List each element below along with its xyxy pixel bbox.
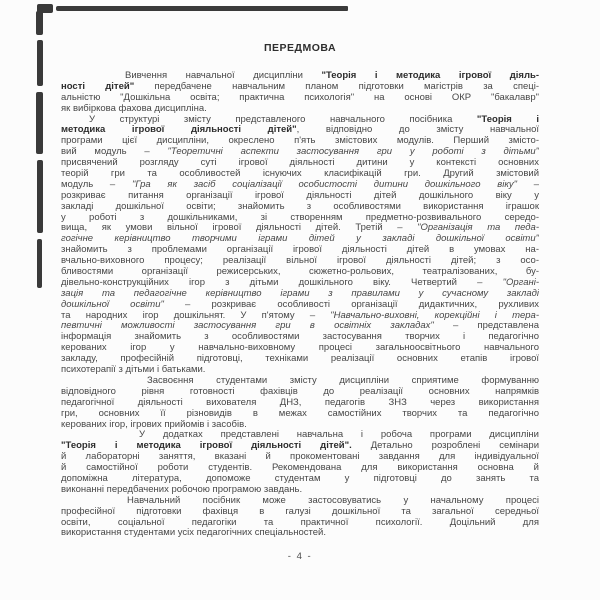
text-run: й самостійної роботи студентів. Рекомендована для використання основна й: [61, 463, 539, 474]
text-line: [61, 496, 539, 507]
text-line: [61, 245, 539, 256]
text-run: професійної підготовки фахівця в галузі дошкільної та загальної середньої: [61, 506, 539, 517]
italic-text-run: "Органі-: [502, 277, 539, 288]
text-line: [61, 223, 539, 234]
bold-text-run: "Теорія і: [476, 114, 539, 125]
text-run: бливостями організації режисерських, сюжетно-рольових, театралізованих, бу-: [61, 267, 539, 278]
paragraph: [61, 115, 539, 376]
text-run: інформація знайомить з особливостями застосування творчих і педагогічно: [61, 332, 539, 343]
text-run: Засвоєння студентами змісту дисципліни сприятиме формуванню: [147, 375, 539, 386]
bold-text-run: методика ігрової діяльності дітей": [61, 125, 297, 136]
text-run: як вибіркова фахова дисципліна.: [61, 103, 207, 114]
scan-mark: [37, 239, 42, 288]
scan-mark: [37, 160, 43, 233]
text-run: у роботі з дошкільниками, зі створенням предметно-розвивального середо-: [61, 212, 539, 223]
text-line: [61, 463, 539, 474]
text-line: [61, 289, 539, 300]
text-line: [61, 115, 539, 126]
text-line: [61, 93, 539, 104]
text-run: закладі дошкільної освіти; знайомить з особливостями використання іграшок: [61, 201, 539, 212]
text-run: , відповідно до змісту навчальної: [296, 125, 539, 136]
text-run: керованих ігор, ігрових прийомів і засобів.: [61, 419, 247, 430]
text-line: [61, 452, 539, 463]
text-run: виконанні передбачених робочою програмою завдань.: [61, 484, 303, 495]
text-line: [61, 71, 539, 82]
text-line: [61, 485, 539, 496]
text-line: [61, 507, 539, 518]
text-line: [61, 180, 539, 191]
scan-mark: [36, 11, 43, 35]
text-run: знайомить з проблемами організації ігрової діяльності дітей в умовах на-: [61, 245, 539, 256]
text-run: та народних ігор дошкільнят. У п'ятому –: [61, 310, 331, 321]
text-run: вчально-виховного процесу; реалізації вільної ігрової діяльності дітей; з осо-: [61, 256, 539, 267]
italic-text-run: "Теоретичні аспекти застосування гри у роботі з дітьми": [167, 147, 539, 158]
text-line: [61, 104, 539, 115]
text-line: [61, 278, 539, 289]
italic-text-run: певтичні можливості застосування гри в освітніх закладах": [61, 321, 434, 332]
page-body: [61, 71, 539, 539]
text-run: вий модуль –: [61, 147, 168, 158]
text-run: й лабораторні заняття, вказані й прокоментовані завдання для індивідуальної: [61, 452, 539, 463]
text-line: [61, 125, 539, 136]
text-line: [61, 474, 539, 485]
text-line: [61, 158, 539, 169]
text-line: [61, 518, 539, 529]
text-line: [61, 256, 539, 267]
text-run: передбачене навчальним планом підготовки магістрів за спеці-: [134, 81, 539, 92]
text-line: [61, 169, 539, 180]
text-line: [61, 82, 539, 93]
text-run: –: [516, 179, 539, 190]
paragraph: [61, 430, 539, 495]
text-line: [61, 409, 539, 420]
text-line: [61, 213, 539, 224]
text-line: [61, 267, 539, 278]
text-run: керованих ігор у навчально-виховному процесі загальноосвітнього навчального: [61, 343, 539, 354]
text-line: [61, 528, 539, 539]
bold-text-run: "Теорія і методика ігрової діяль-: [321, 71, 539, 81]
scan-mark: [56, 6, 348, 11]
text-line: [61, 191, 539, 202]
text-line: [61, 343, 539, 354]
text-run: Детально розроблені семінари: [351, 441, 539, 452]
italic-text-run: "Організація та педа-: [417, 223, 539, 234]
text-run: психотерапії з дітьми і батьками.: [61, 365, 206, 376]
page-title: ПЕРЕДМОВА: [263, 42, 337, 54]
italic-text-run: "Гра як засіб соціалізації особистості дитини дошкільного віку": [131, 179, 517, 190]
bold-text-run: ності дітей": [61, 81, 135, 92]
text-line: [61, 202, 539, 213]
text-run: гри, основних її різновидів в межах самостійних творчих та педагогічно: [61, 408, 539, 419]
text-run: відповідного рівня готовності фахівців до реалізації основних напрямків: [61, 386, 539, 397]
text-line: [61, 354, 539, 365]
text-run: модуль –: [61, 179, 132, 190]
text-run: У структурі змісту представленого навчального посібника: [89, 114, 477, 125]
text-line: [61, 234, 539, 245]
text-run: програми цієї дисципліни, окреслено п'ять змістових модулів. Перший змісто-: [61, 136, 539, 147]
text-run: теорій гри та особливостей існуючих класифікацій гри. Другий змістовий: [61, 169, 539, 180]
paragraph: [61, 376, 539, 430]
text-line: [61, 321, 539, 332]
italic-text-run: зація та педагогічне керівництво іграми з правилами у сучасному закладі: [61, 288, 539, 299]
text-line: [61, 387, 539, 398]
scan-mark: [36, 92, 43, 154]
text-run: використання студентами усіх педагогічних спеціальностей.: [61, 528, 326, 539]
paragraph: [61, 496, 539, 540]
italic-text-run: "Навчально-виховні, корекційні і тера-: [330, 310, 539, 321]
text-line: [61, 376, 539, 387]
text-run: – представлена: [433, 321, 539, 332]
text-line: [61, 441, 539, 452]
text-run: Навчальний посібник може застосовуватись у начальному процесі: [127, 495, 539, 506]
text-run: присвячений розгляду суті ігрової діяльності дитини у контексті основних: [61, 158, 539, 169]
text-run: альністю "Дошкільна освіта; практична психологія" на основі ОКР "бакалавр": [61, 92, 539, 103]
text-run: педагогічної діяльності вихователя ДНЗ, педагогів ЗНЗ через використання: [61, 397, 539, 408]
text-run: освіти, соціальної педагогіки та практичної психології. Доцільний для: [61, 517, 539, 528]
text-run: розкриває питання організації ігрової діяльності дітей дошкільного віку у: [61, 190, 539, 201]
text-run: Вивчення навчальної дисципліни: [125, 71, 322, 81]
italic-text-run: гогічне керівництво творчими іграми дітей у закладі дошкільної освіти": [61, 234, 539, 245]
text-line: [61, 420, 539, 431]
text-line: [61, 300, 539, 311]
text-line: [61, 430, 539, 441]
text-run: У додатках представлені навчальна і робоча програми дисципліни: [139, 430, 539, 441]
text-run: вища, як умови вільної ігрової діяльності дітей. Третій –: [61, 223, 418, 234]
text-line: [61, 332, 539, 343]
text-run: закладу, професійній підготовці, техніками реалізації основних етапів ігрової: [61, 354, 539, 365]
paragraph: [61, 71, 539, 115]
bold-text-run: "Теорія і методика ігрової діяльності дітей".: [61, 441, 352, 452]
text-line: [61, 147, 539, 158]
text-run: – розкриває особливості організації дидактичних, рухливих: [163, 299, 539, 310]
page-number: - 4 -: [287, 551, 313, 562]
italic-text-run: дошкільної освіти": [61, 299, 164, 310]
text-line: [61, 365, 539, 376]
text-run: дівельно-конструкційних ігор з дітьми дошкільного віку. Четвертий –: [61, 277, 503, 288]
text-line: [61, 398, 539, 409]
text-run: допоміжна література, допоможе студентам у підготовці до занять та: [61, 473, 539, 484]
text-line: [61, 311, 539, 322]
text-line: [61, 136, 539, 147]
